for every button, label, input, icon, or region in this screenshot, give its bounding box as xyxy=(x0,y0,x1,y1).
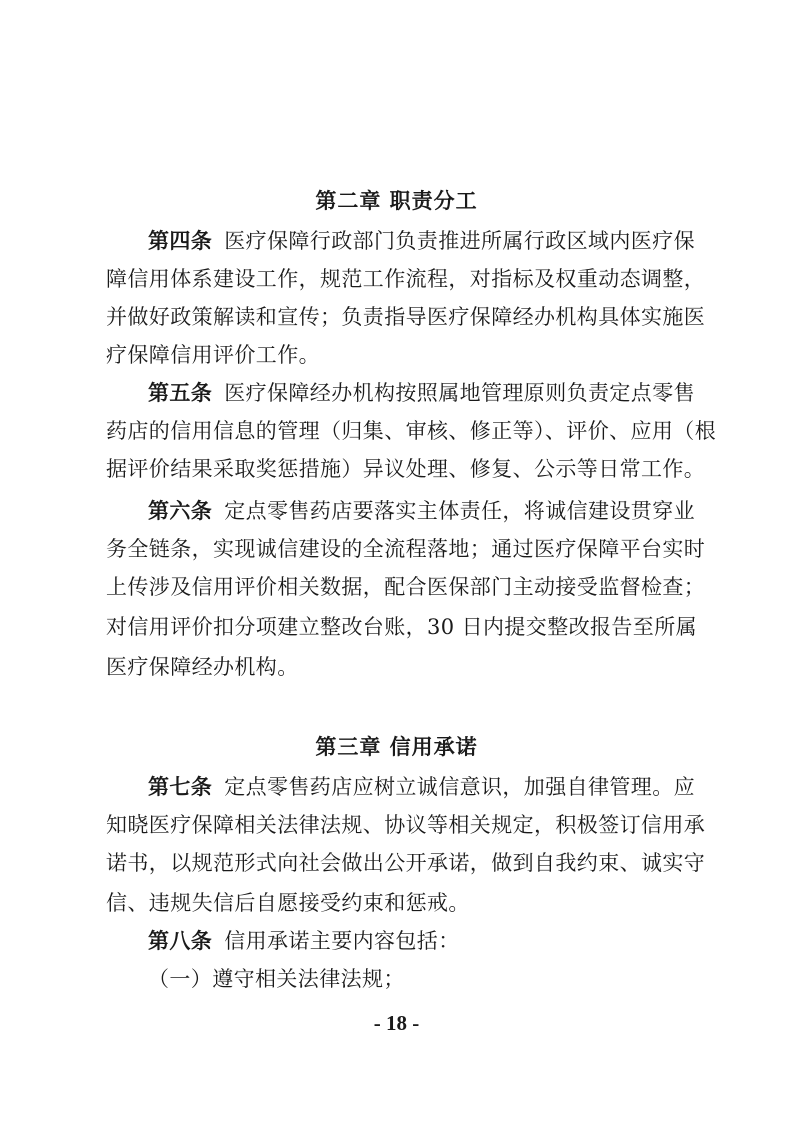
article-4-line-3: 并做好政策解读和宣传；负责指导医疗保障经办机构具体实施医 xyxy=(106,305,706,329)
article-4-line-4: 疗保障信用评价工作。 xyxy=(106,343,320,367)
article-5-text-1: 医疗保障经办机构按照属地管理原则负责定点零售 xyxy=(224,381,696,405)
article-8-text-1: 信用承诺主要内容包括： xyxy=(224,929,460,953)
article-7-text-1: 定点零售药店应树立诚信意识，加强自律管理。应 xyxy=(224,775,696,799)
chapter-3-heading: 第三章 信用承诺 xyxy=(315,735,478,759)
page-number: - 18 - xyxy=(373,1011,420,1035)
article-4-line-1 xyxy=(148,226,696,256)
article-4-line-2: 障信用体系建设工作，规范工作流程，对指标及权重动态调整， xyxy=(106,267,706,291)
article-7-line-3: 诺书，以规范形式向社会做出公开承诺，做到自我约束、诚实守 xyxy=(106,851,706,875)
article-7-label: 第七条 xyxy=(148,775,213,799)
article-4-label: 第四条 xyxy=(148,229,213,253)
article-6-label: 第六条 xyxy=(148,499,213,523)
article-6-line-1 xyxy=(148,496,696,526)
article-8-item-1: （一）遵守相关法律法规； xyxy=(148,967,405,991)
article-6-line-3: 上传涉及信用评价相关数据，配合医保部门主动接受监督检查； xyxy=(106,575,706,599)
article-5-label: 第五条 xyxy=(148,381,213,405)
article-5-line-2: 药店的信用信息的管理（归集、审核、修正等）、评价、应用（根 xyxy=(106,419,717,443)
article-5-line-1 xyxy=(148,378,696,408)
article-7-line-1 xyxy=(148,772,696,802)
article-7-line-4: 信、违规失信后自愿接受约束和惩戒。 xyxy=(106,891,470,915)
article-6-line-5: 医疗保障经办机构。 xyxy=(106,655,299,679)
article-6-line-2: 务全链条，实现诚信建设的全流程落地；通过医疗保障平台实时 xyxy=(106,537,706,561)
article-7-line-2: 知晓医疗保障相关法律法规、协议等相关规定，积极签订信用承 xyxy=(106,813,706,837)
article-6-text-1: 定点零售药店要落实主体责任，将诚信建设贯穿业 xyxy=(224,499,696,523)
chapter-2-heading: 第二章 职责分工 xyxy=(315,189,478,213)
article-8-line-1 xyxy=(148,926,696,956)
article-6-line-4: 对信用评价扣分项建立整改台账，30 日内提交整改报告至所属 xyxy=(106,615,697,639)
article-8-label: 第八条 xyxy=(148,929,213,953)
article-5-line-3: 据评价结果采取奖惩措施）异议处理、修复、公示等日常工作。 xyxy=(106,457,706,481)
article-4-text-1: 医疗保障行政部门负责推进所属行政区域内医疗保 xyxy=(224,229,696,253)
